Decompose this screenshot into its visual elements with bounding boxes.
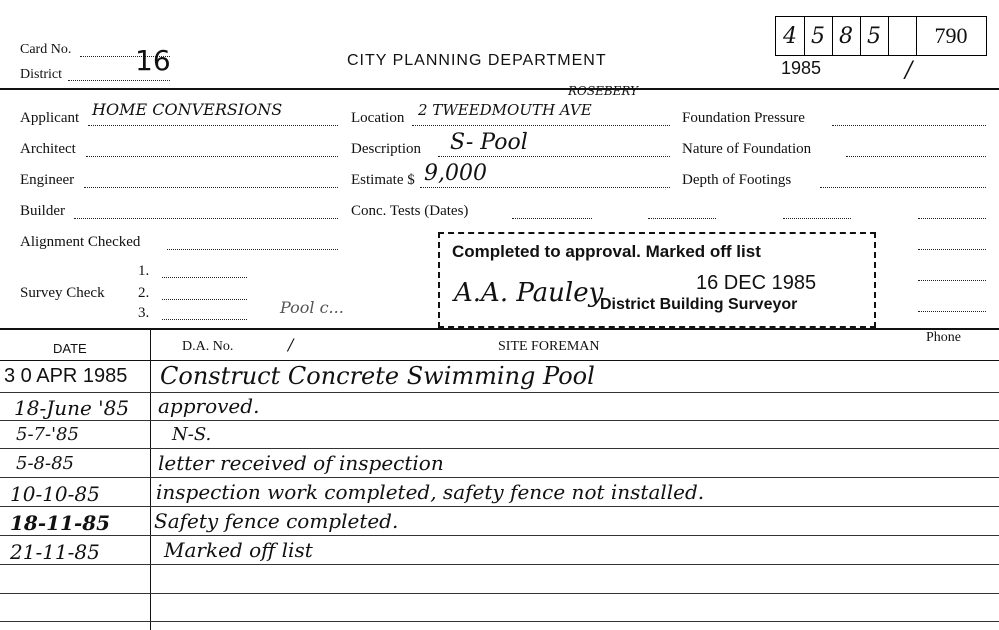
da-no-value: / bbox=[288, 335, 294, 354]
table-row-date: 18-June '85 bbox=[14, 396, 130, 420]
location-suburb: ROSEBERY bbox=[568, 84, 639, 98]
location-value: 2 TWEEDMOUTH AVE bbox=[418, 101, 592, 119]
applicant-label: Applicant bbox=[20, 110, 80, 126]
date-header: DATE bbox=[53, 341, 87, 356]
table-row-date: 21-11-85 bbox=[10, 540, 100, 564]
district-label: District bbox=[20, 67, 62, 82]
table-divider bbox=[150, 330, 151, 630]
applicant-value: HOME CONVERSIONS bbox=[92, 100, 283, 119]
da-no-header: D.A. No. bbox=[182, 339, 234, 354]
year-mark: / bbox=[905, 58, 913, 83]
builder-label: Builder bbox=[20, 203, 65, 219]
department-title: CITY PLANNING DEPARTMENT bbox=[347, 52, 607, 69]
ref-digit: 8 bbox=[839, 23, 853, 49]
estimate-value: 9,000 bbox=[424, 161, 487, 186]
engineer-label: Engineer bbox=[20, 172, 75, 188]
table-row-note: letter received of inspection bbox=[158, 451, 444, 475]
card-no-label: Card No. bbox=[20, 42, 72, 57]
table-row-date: 3 0 APR 1985 bbox=[4, 365, 128, 387]
table-row-note: inspection work completed, safety fence not installed. bbox=[156, 480, 705, 504]
ref-digit: 5 bbox=[811, 23, 825, 49]
architect-label: Architect bbox=[20, 141, 76, 157]
depth-of-footings-label: Depth of Footings bbox=[682, 172, 792, 188]
nature-of-foundation-label: Nature of Foundation bbox=[682, 141, 812, 157]
stamp-signature: A.A. Pauley bbox=[454, 278, 604, 308]
table-row-date: 10-10-85 bbox=[10, 482, 100, 506]
card-no-value: 16 bbox=[135, 44, 171, 77]
phone-header: Phone bbox=[926, 330, 961, 345]
conc-tests-label: Conc. Tests (Dates) bbox=[351, 203, 469, 219]
table-row-note: Construct Concrete Swimming Pool bbox=[160, 362, 595, 390]
alignment-checked-label: Alignment Checked bbox=[20, 234, 141, 250]
table-row-note: approved. bbox=[158, 394, 260, 418]
foundation-pressure-label: Foundation Pressure bbox=[682, 110, 805, 126]
stamp-completed-text: Completed to approval. Marked off list bbox=[452, 242, 761, 261]
survey-num: 3. bbox=[138, 305, 150, 321]
survey-check-label: Survey Check bbox=[20, 285, 105, 301]
ref-number: 790 bbox=[934, 23, 968, 48]
description-label: Description bbox=[351, 141, 421, 157]
table-row-date: 18-11-85 bbox=[10, 511, 111, 535]
table-row-note: Marked off list bbox=[164, 538, 313, 562]
year: 1985 bbox=[781, 58, 822, 78]
ref-digit: 5 bbox=[867, 23, 881, 49]
description-value: S- Pool bbox=[450, 130, 528, 155]
table-row-note: Safety fence completed. bbox=[154, 509, 399, 533]
estimate-label: Estimate $ bbox=[351, 172, 415, 188]
table-row-date: 5-8-85 bbox=[16, 453, 74, 474]
completion-stamp bbox=[438, 232, 876, 328]
survey-note: Pool c... bbox=[280, 298, 344, 317]
stamp-role: District Building Surveyor bbox=[600, 296, 798, 313]
survey-num: 1. bbox=[138, 263, 150, 279]
stamp-date: 16 DEC 1985 bbox=[696, 272, 817, 294]
reference-number-box bbox=[775, 16, 987, 56]
table-row-date: 5-7-'85 bbox=[16, 424, 79, 445]
survey-num: 2. bbox=[138, 285, 150, 301]
location-label: Location bbox=[351, 110, 405, 126]
table-row-note: N-S. bbox=[172, 424, 212, 445]
site-foreman-header: SITE FOREMAN bbox=[498, 339, 600, 354]
ref-digit: 4 bbox=[783, 23, 797, 49]
